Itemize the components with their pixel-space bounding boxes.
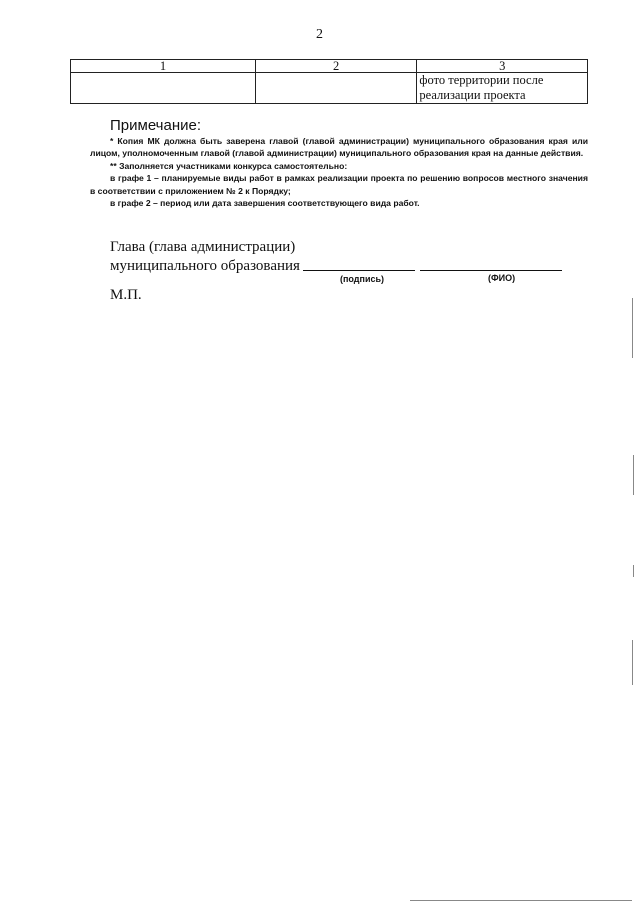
signature-block [110,238,300,276]
scan-edge-mark [632,298,633,358]
data-table [70,59,588,104]
table-cell-1 [71,73,256,104]
signature-caption: (подпись) [340,274,385,284]
table-header-row [71,60,588,73]
note-paragraph-4: в графе 2 – период или дата завершения соответствующего вида работ. [110,198,420,209]
scan-edge-mark [632,640,633,685]
table-cell-3 [417,73,588,104]
table-cell-2 [255,73,416,104]
scan-edge-mark [633,565,634,577]
scan-edge-mark [633,455,634,495]
note-paragraph-1: * Копия МК должна быть заверена главой (главой администрации) муниципального образования края или лицом, уполномоченным главой (главой администрации) муниципального образования края на данные действия. [90,136,588,159]
signature-title-line-2: муниципального образования [110,258,300,274]
signature-field-line [303,270,415,271]
note-title: Примечание: [110,117,201,134]
table-header-cell-2: 2 [255,60,416,73]
table-header-cell-3: 3 [417,60,588,73]
scan-bottom-line [410,900,632,901]
note-paragraph-2: ** Заполняется участниками конкурса самостоятельно: [110,160,348,171]
table-cell-3-line-1: фото территории после [419,73,544,87]
page-number: 2 [316,27,323,42]
notes-block [90,135,588,209]
table-cell-3-line-2: реализации проекта [419,88,526,102]
table-header-cell-1: 1 [71,60,256,73]
signature-title-line-1: Глава (глава администрации) [110,239,296,255]
seal-placeholder: М.П. [110,287,142,303]
note-paragraph-3: в графе 1 – планируемые виды работ в рамках реализации проекта по решению вопросов местного значения в соответствии с приложением № 2 к Порядку; [90,173,588,196]
table-row [71,73,588,104]
name-field-line [420,270,562,271]
name-caption: (ФИО) [488,273,516,283]
